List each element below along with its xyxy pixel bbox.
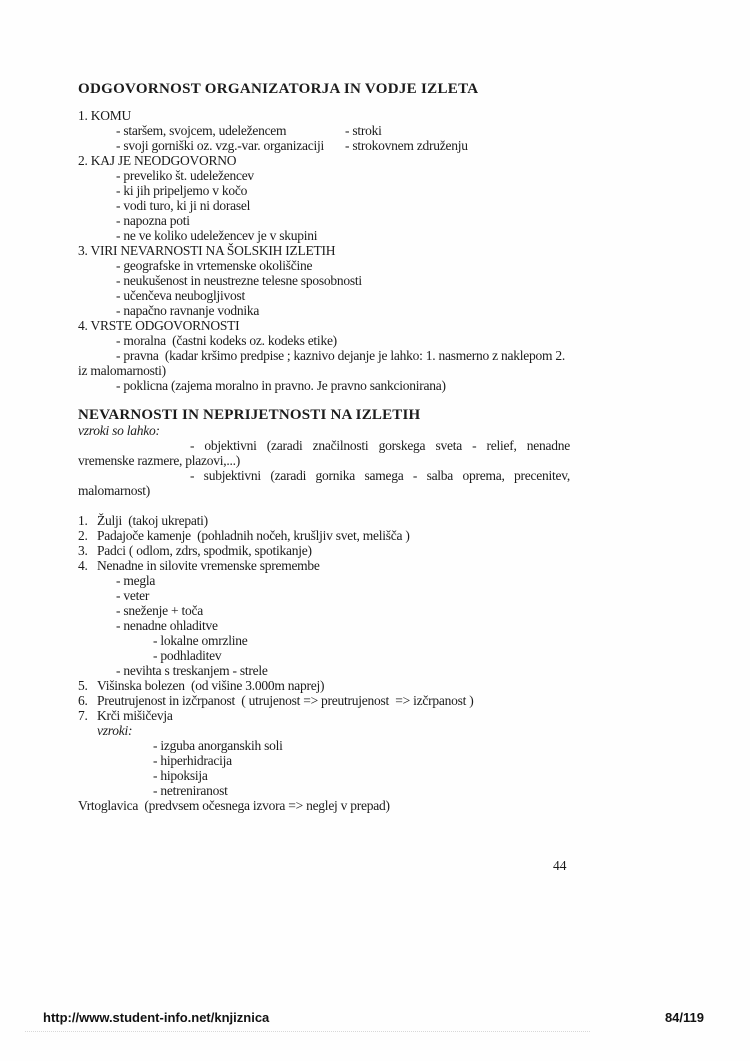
doc-line: - podhladitev [153,648,222,663]
doc-line: - sneženje + toča [116,603,203,618]
doc-line: vzroki so lahko: [78,423,160,438]
line-text: Padci ( odlom, zdrs, spodmik, spotikanje) [97,543,312,558]
doc-line: malomarnost) [78,483,150,498]
doc-line [78,678,678,693]
doc-line: iz malomarnosti) [78,363,166,378]
doc-line: - ne ve koliko udeležencev je v skupini [116,228,318,243]
line-text: Padajoče kamenje (pohladnih nočeh, krušljiv svet, melišča ) [97,528,410,543]
doc-line: - subjektivni (zaradi gornika samega - salba oprema, precenitev, [190,468,570,483]
list-number: 5. [78,678,88,693]
doc-line: - objektivni (zaradi značilnosti gorskega sveta - relief, nenadne [190,438,570,453]
doc-line: 1. KOMU [78,108,132,123]
doc-line [78,558,678,573]
doc-line: - ki jih pripeljemo v kočo [116,183,248,198]
line-text: Višinska bolezen (od višine 3.000m naprej) [97,678,325,693]
doc-line [78,513,678,528]
doc-line: - učenčeva neubogljivost [116,288,245,303]
doc-line: vremenske razmere, plazovi,...) [78,453,241,468]
line-second-column: - strokovnem združenju [345,138,468,153]
doc-line: - vodi turo, ki ji ni dorasel [116,198,251,213]
doc-line: vzroki: [97,723,133,738]
document-body [78,108,678,813]
list-number: 2. [78,528,88,543]
line-text: Krči mišičevja [97,708,173,723]
scan-artifact-rule [25,1031,590,1032]
footer-url: http://www.student-info.net/knjiznica [43,1010,270,1025]
line-text: Nenadne in silovite vremenske spremembe [97,558,320,573]
list-number: 3. [78,543,88,558]
doc-line: - svoji gorniški oz. vzg.-var. organizaciji - strokovnem združenju [116,138,468,153]
doc-line: - netreniranost [153,783,228,798]
doc-line: - nenadne ohladitve [116,618,218,633]
doc-line: 2. KAJ JE NEODGOVORNO [78,153,237,168]
doc-line [78,543,678,558]
doc-line: - megla [116,573,156,588]
doc-line: - pravna (kadar kršimo predpise ; kaznivo dejanje je lahko: 1. nasmerno z naklepom 2. [116,348,565,363]
doc-line: NEVARNOSTI IN NEPRIJETNOSTI NA IZLETIH [78,407,421,423]
footer-page-indicator: 84/119 [664,1010,704,1025]
list-number: 1. [78,513,88,528]
list-number: 6. [78,693,88,708]
doc-line: - moralna (častni kodeks oz. kodeks etike) [116,333,337,348]
list-number: 4. [78,558,88,573]
page-number: 44 [553,858,567,873]
doc-line: - nevihta s treskanjem - strele [116,663,268,678]
document-title: ODGOVORNOST ORGANIZATORJA IN VODJE IZLETA [78,81,479,97]
doc-line: - neukušenost in neustrezne telesne sposobnosti [116,273,362,288]
doc-line [78,708,678,723]
doc-line: - izguba anorganskih soli [153,738,283,753]
line-text: Žulji (takoj ukrepati) [97,513,208,528]
line-text: Preutrujenost in izčrpanost ( utrujenost => preutrujenost => izčrpanost ) [97,693,474,708]
doc-line: - napozna poti [116,213,190,228]
list-number: 7. [78,708,88,723]
doc-line: 3. VIRI NEVARNOSTI NA ŠOLSKIH IZLETIH [78,243,336,258]
doc-line: - hiperhidracija [153,753,232,768]
doc-line [78,693,678,708]
doc-line: - veter [116,588,150,603]
doc-line [78,528,678,543]
doc-line: Vrtoglavica (predvsem očesnega izvora => neglej v prepad) [78,798,390,813]
doc-line: - staršem, svojcem, udeležencem - stroki [116,123,382,138]
doc-line: - hipoksija [153,768,208,783]
doc-line: - napačno ravnanje vodnika [116,303,260,318]
doc-line: - geografske in vrtemenske okoliščine [116,258,313,273]
line-second-column: - stroki [345,123,382,138]
doc-line: - lokalne omrzline [153,633,248,648]
doc-line: - poklicna (zajema moralno in pravno. Je pravno sankcionirana) [116,378,446,393]
doc-line: 4. VRSTE ODGOVORNOSTI [78,318,240,333]
doc-line: - preveliko št. udeležencev [116,168,254,183]
